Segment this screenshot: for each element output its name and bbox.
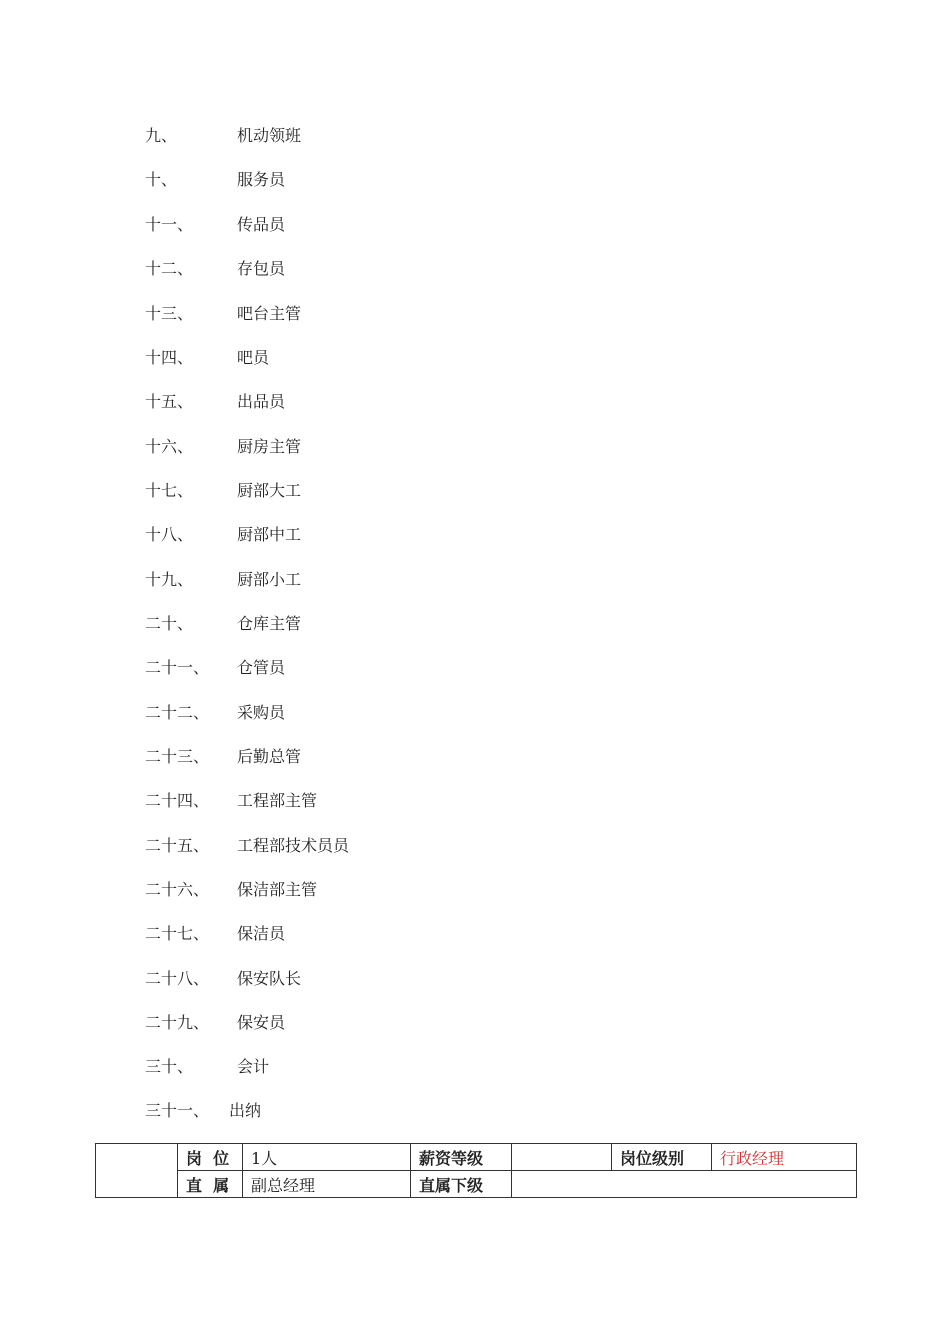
toc-item-title: 后勤总管 [237, 747, 302, 766]
toc-item-title: 保安员 [237, 1013, 286, 1032]
toc-item-title: 仓库主管 [237, 614, 302, 633]
table-blank-cell [96, 1144, 178, 1198]
toc-item-title: 仓管员 [237, 658, 286, 677]
toc-item [0, 124, 950, 148]
toc-item [0, 479, 950, 503]
toc-item [0, 612, 950, 636]
toc-item-number: 十三、 [145, 304, 194, 323]
toc-item-title: 保洁员 [237, 924, 286, 943]
toc-item-number: 十一、 [145, 215, 194, 234]
toc-item [0, 922, 950, 946]
toc-item-title: 传品员 [237, 215, 286, 234]
toc-item-title: 吧员 [237, 348, 270, 367]
toc-item [0, 435, 950, 459]
headcount-value: 1人 [243, 1144, 411, 1171]
toc-item-number: 二十五、 [145, 836, 210, 855]
toc-item [0, 878, 950, 902]
post-level-label: 岗位级别 [612, 1144, 712, 1171]
job-description-table [95, 1143, 857, 1198]
superior-value: 副总经理 [243, 1171, 411, 1198]
toc-item-title: 厨部大工 [237, 481, 302, 500]
toc-item [0, 1055, 950, 1079]
toc-item-number: 十七、 [145, 481, 194, 500]
superior-label: 直 属 [178, 1171, 243, 1198]
toc-item [0, 834, 950, 858]
toc-item-title: 吧台主管 [237, 304, 302, 323]
toc-item [0, 257, 950, 281]
toc-item-title: 存包员 [237, 259, 286, 278]
toc-item-number: 十八、 [145, 525, 194, 544]
table-row [96, 1144, 857, 1171]
toc-item [0, 168, 950, 192]
toc-item [0, 568, 950, 592]
toc-item [0, 346, 950, 370]
toc-item-number: 二十、 [145, 614, 194, 633]
toc-item [0, 302, 950, 326]
toc-item [0, 789, 950, 813]
subordinate-value [512, 1171, 857, 1198]
toc-item [0, 1099, 950, 1123]
salary-grade-value [512, 1144, 612, 1171]
toc-item-number: 二十二、 [145, 703, 210, 722]
toc-item-title: 服务员 [237, 170, 286, 189]
toc-item-title: 出品员 [237, 392, 286, 411]
toc-item-number: 十五、 [145, 392, 194, 411]
toc-item [0, 390, 950, 414]
toc-item-title: 工程部主管 [237, 791, 318, 810]
table-row [96, 1171, 857, 1198]
post-label: 岗 位 [178, 1144, 243, 1171]
toc-item-number: 三十、 [145, 1057, 194, 1076]
toc-item-number: 十六、 [145, 437, 194, 456]
toc-item-title: 工程部技术员员 [237, 836, 350, 855]
toc-item-title: 会计 [237, 1057, 270, 1076]
toc-item [0, 656, 950, 680]
salary-grade-label: 薪资等级 [411, 1144, 512, 1171]
toc-item [0, 1011, 950, 1035]
toc-item-number: 十四、 [145, 348, 194, 367]
toc-item-number: 二十九、 [145, 1013, 210, 1032]
toc-item-number: 二十七、 [145, 924, 210, 943]
toc-item-title: 采购员 [237, 703, 286, 722]
toc-item-number: 二十六、 [145, 880, 210, 899]
toc-item-number: 二十四、 [145, 791, 210, 810]
toc-item [0, 701, 950, 725]
toc-item-number: 二十一、 [145, 658, 210, 677]
toc-item-title: 出纳 [229, 1101, 262, 1120]
toc-item-number: 十二、 [145, 259, 194, 278]
toc-item-number: 二十三、 [145, 747, 210, 766]
subordinate-label: 直属下级 [411, 1171, 512, 1198]
toc-item-title: 厨房主管 [237, 437, 302, 456]
toc-item [0, 745, 950, 769]
toc-item-number: 十、 [145, 170, 178, 189]
toc-item [0, 967, 950, 991]
toc-item-number: 三十一、 [145, 1101, 210, 1120]
toc-item-title: 保洁部主管 [237, 880, 318, 899]
toc-item-title: 厨部小工 [237, 570, 302, 589]
toc-item-number: 十九、 [145, 570, 194, 589]
toc-item [0, 213, 950, 237]
toc-item-title: 厨部中工 [237, 525, 302, 544]
toc-item-title: 保安队长 [237, 969, 302, 988]
toc-item-number: 九、 [145, 126, 178, 145]
toc-item-title: 机动领班 [237, 126, 302, 145]
post-level-value: 行政经理 [712, 1144, 857, 1171]
toc-item [0, 523, 950, 547]
toc-item-number: 二十八、 [145, 969, 210, 988]
